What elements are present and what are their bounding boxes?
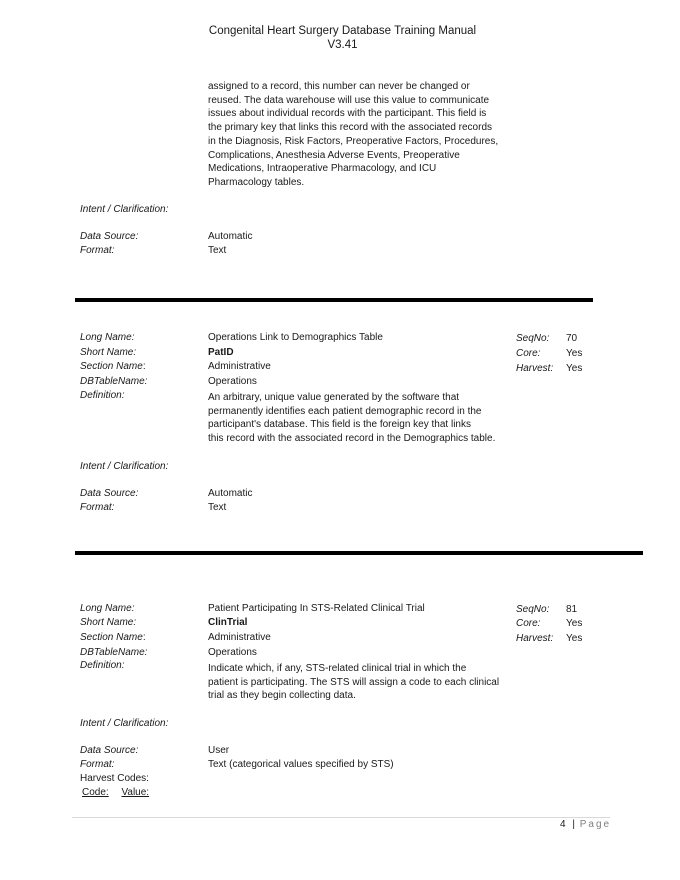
value-column-header: Value: (121, 787, 150, 798)
section-divider (75, 298, 593, 302)
short-name-label: Short Name: (80, 617, 137, 628)
code-column-header: Code: (82, 787, 109, 798)
db-table-label: DBTableName: (80, 376, 148, 387)
format-value: Text (categorical values specified by STS) (208, 759, 394, 770)
core-label: Core: (516, 348, 541, 359)
section-name-label: Section Name (80, 632, 143, 643)
format-label: Format: (80, 245, 115, 256)
long-name-label: Long Name: (80, 332, 135, 343)
long-name-value: Operations Link to Demographics Table (208, 332, 383, 343)
section-divider (75, 551, 643, 555)
data-source-value: User (208, 745, 230, 756)
page-word: Page (579, 819, 612, 830)
data-source-label: Data Source: (80, 231, 139, 242)
seqno-label: SeqNo: (516, 333, 550, 344)
definition-label: Definition: (80, 390, 125, 401)
section-name-label: Section Name (80, 361, 143, 372)
long-name-label: Long Name: (80, 603, 135, 614)
seqno-value: 70 (566, 333, 578, 344)
core-label: Core: (516, 618, 541, 629)
harvest-codes-label: Harvest Codes: (80, 773, 149, 784)
data-source-value: Automatic (208, 488, 253, 499)
intent-label: Intent / Clarification: (80, 718, 169, 729)
harvest-value: Yes (566, 633, 583, 644)
core-value: Yes (566, 348, 583, 359)
short-name-value: ClinTrial (208, 617, 248, 628)
footer-rule (72, 817, 610, 818)
intent-label: Intent / Clarification: (80, 461, 169, 472)
short-name-value: PatID (208, 347, 234, 358)
section-name-value: Administrative (208, 632, 271, 643)
format-label: Format: (80, 759, 115, 770)
intent-label: Intent / Clarification: (80, 204, 169, 215)
format-value: Text (208, 502, 227, 513)
harvest-label: Harvest: (516, 363, 554, 374)
definition-continued: assigned to a record, this number can never be changed or reused. The data warehouse will use this value to communicate issues about individual records with the participant. This field is the primary key that links this record with the associated records in the Diagnosis, Risk Factors, Preoperative Factors, Procedures, Complications, Anesthesia Adverse Events, Preoperative Medications, Intraoperative Pharmacology, and ICU Pharmacology tables. (208, 81, 499, 188)
seqno-value: 81 (566, 604, 578, 615)
page-footer (560, 819, 611, 830)
definition-value: Indicate which, if any, STS-related clinical trial in which the patient is participating. The STS will assign a code to each clinical trial as they begin collecting data. (208, 663, 500, 702)
seqno-label: SeqNo: (516, 604, 550, 615)
db-table-label: DBTableName: (80, 647, 148, 658)
section-name-value: Administrative (208, 361, 271, 372)
document-version: V3.41 (327, 39, 358, 51)
core-value: Yes (566, 618, 583, 629)
short-name-label: Short Name: (80, 347, 137, 358)
harvest-label: Harvest: (516, 633, 554, 644)
page-number: 4 (560, 819, 566, 830)
page-separator: | (572, 819, 575, 830)
data-source-label: Data Source: (80, 745, 139, 756)
data-source-value: Automatic (208, 231, 253, 242)
db-table-value: Operations (208, 647, 257, 658)
definition-label: Definition: (80, 660, 125, 671)
long-name-value: Patient Participating In STS-Related Clinical Trial (208, 603, 425, 614)
format-label: Format: (80, 502, 115, 513)
data-source-label: Data Source: (80, 488, 139, 499)
db-table-value: Operations (208, 376, 257, 387)
harvest-value: Yes (566, 363, 583, 374)
document-title: Congenital Heart Surgery Database Training Manual (208, 25, 477, 37)
format-value: Text (208, 245, 227, 256)
definition-value: An arbitrary, unique value generated by the software that permanently identifies each patient demographic record in the participant's database. This field is the foreign key that links this record with the associated record in the Demographics table. (208, 392, 496, 445)
